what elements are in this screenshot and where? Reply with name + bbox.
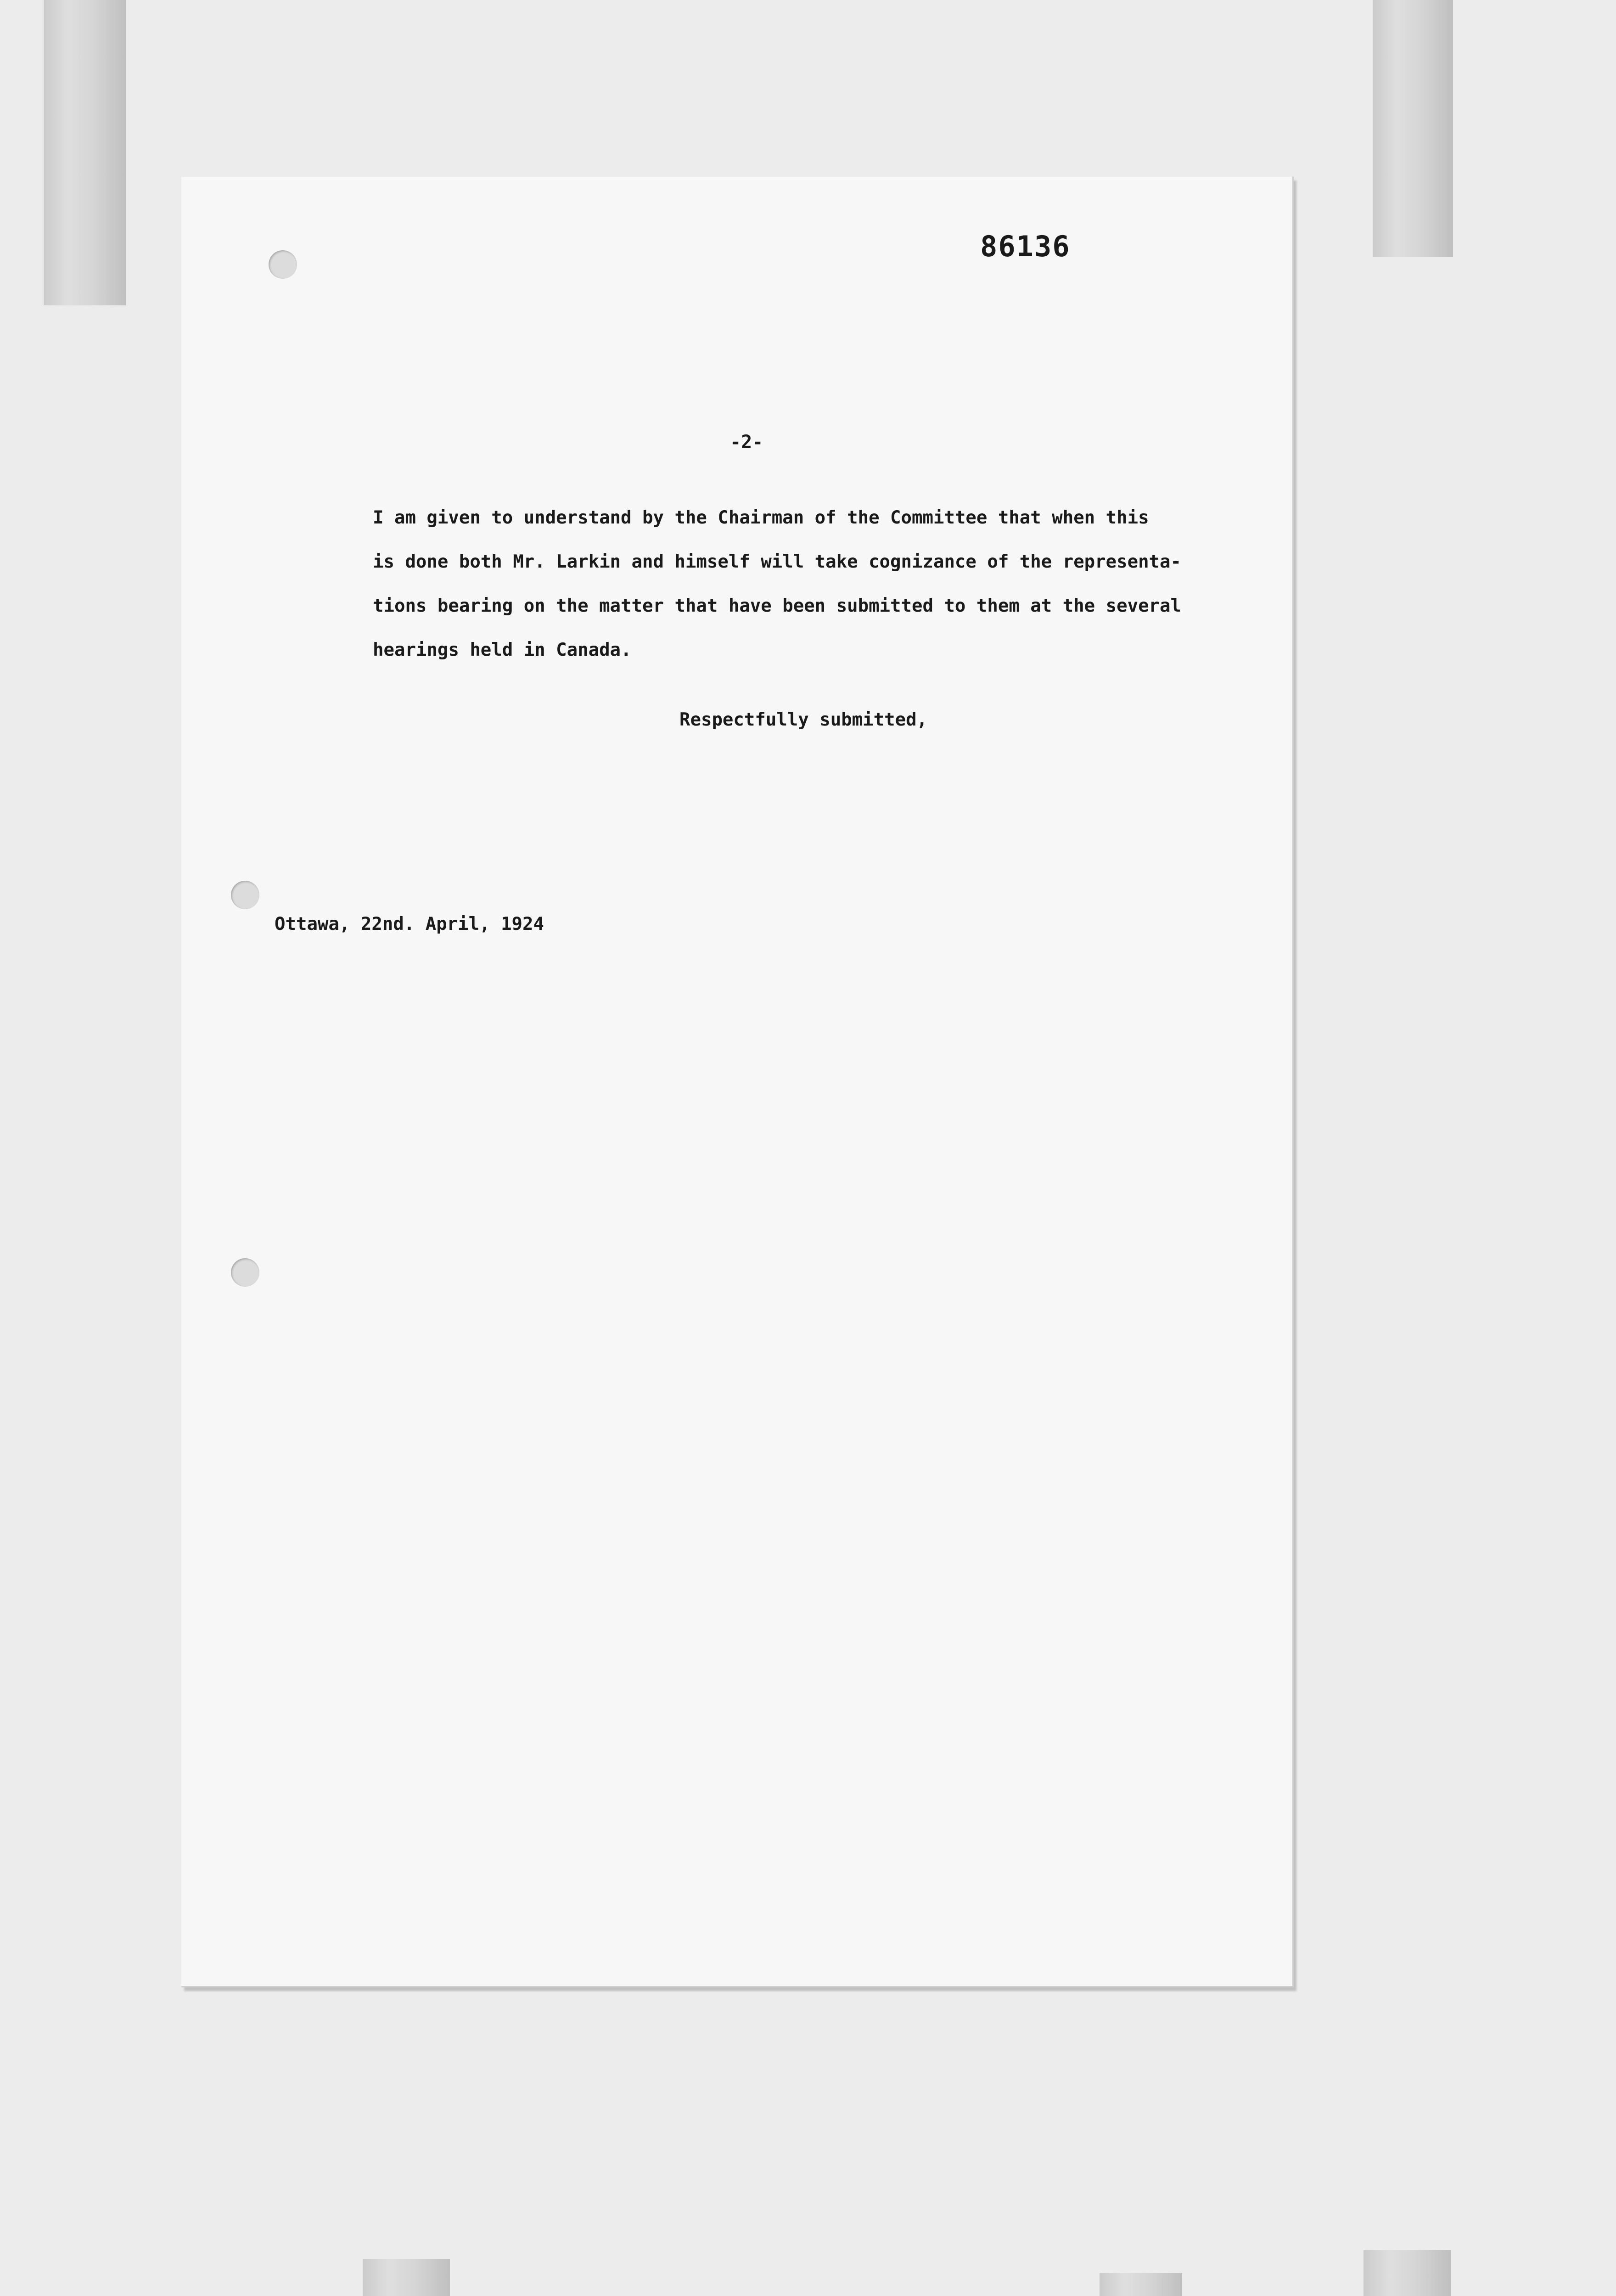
body-line: I am given to understand by the Chairman of the Committee that when this [373, 507, 1149, 528]
tape-strip-top-right [1373, 0, 1453, 257]
tape-strip-bottom-right [1364, 2250, 1451, 2296]
body-line: tions bearing on the matter that have been submitted to them at the several [373, 596, 1181, 616]
document-number: 86136 [980, 230, 1071, 263]
tape-strip-top-left [44, 0, 126, 305]
page-number: -2- [730, 432, 763, 453]
tape-strip-bottom-mid-right [1100, 2273, 1182, 2296]
punch-hole-top [269, 250, 297, 279]
letter-body [373, 496, 1245, 672]
punch-hole-lower [231, 1258, 259, 1287]
body-line: hearings held in Canada. [373, 640, 632, 660]
tape-strip-bottom-center [363, 2259, 450, 2296]
punch-hole-middle [231, 881, 259, 909]
body-line: is done both Mr. Larkin and himself will take cognizance of the representa- [373, 551, 1181, 572]
dateline: Ottawa, 22nd. April, 1924 [275, 914, 544, 934]
closing-line: Respectfully submitted, [679, 709, 928, 730]
